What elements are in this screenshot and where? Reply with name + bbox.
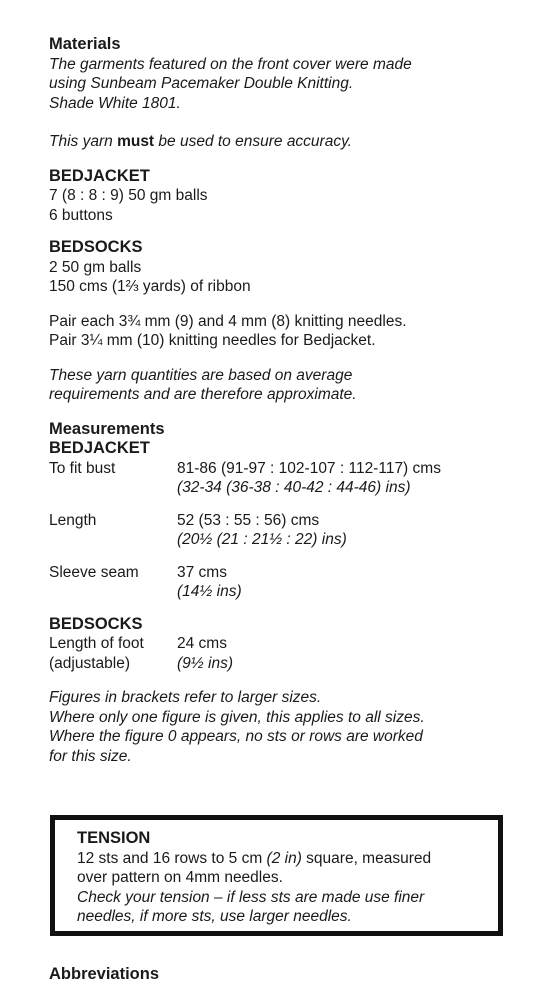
tension-line: 12 sts and 16 rows to 5 cm (2 in) square, measured [77,849,432,867]
measurements-bedjacket-heading: BEDJACKET [49,439,150,457]
tension-check-line: needles, if more sts, use larger needles. [77,908,352,925]
measurements-section [49,420,519,674]
measurement-inches: (32-34 (36-38 : 40-42 : 44-46) ins) [177,479,411,496]
bedjacket-heading: BEDJACKET [49,166,150,185]
figures-note: Figures in brackets refer to larger sizes. Where only one figure is given, this applies to all sizes. Where the figure 0 appears, no sts or rows are worked for this size. [49,689,425,765]
bedjacket-line: 7 (8 : 8 : 9) 50 gm balls [49,187,208,204]
measurement-row-adjustable [49,654,519,674]
quantity-note: These yarn quantities are based on average requirements and are therefore approximate. [49,366,357,403]
measurement-label: Sleeve seam [49,563,139,581]
measurement-cm: 37 cms [177,563,227,581]
tension-heading: TENSION [77,829,151,847]
measurement-row-bust [49,459,519,498]
measurements-heading: Measurements [49,419,165,438]
measurement-label: To fit bust [49,459,116,477]
measurements-bedsocks-heading: BEDSOCKS [49,614,143,633]
tension-line: over pattern on 4mm needles. [77,869,283,886]
materials-section [49,35,519,152]
needles-line: Pair 3¼ mm (10) knitting needles for Bedjacket. [49,332,376,349]
bedsocks-materials [49,238,519,297]
abbreviations-heading: Abbreviations [49,965,160,983]
measurement-cm: 24 cms [177,635,227,652]
bedsocks-line: 2 50 gm balls [49,258,142,276]
bedsocks-line: 150 cms (1⅔ yards) of ribbon [49,278,251,295]
measurement-inches: (20½ (21 : 21½ : 22) ins) [177,531,347,548]
measurement-inches: (9½ ins) [177,654,233,672]
bedjacket-materials [49,167,519,226]
materials-line: using Sunbeam Pacemaker Double Knitting. [49,75,354,92]
measurement-row-foot [49,634,519,654]
materials-line: The garments featured on the front cover were made [49,55,412,73]
measurement-cm: 52 (53 : 55 : 56) cms [177,511,320,529]
materials-line: Shade White 1801. [49,94,181,112]
measurement-inches: (14½ ins) [177,583,242,600]
materials-heading: Materials [49,35,121,53]
measurement-row-sleeve [49,563,519,602]
bedjacket-line: 6 buttons [49,206,113,224]
measurement-cm: 81-86 (91-97 : 102-107 : 112-117) cms [177,459,441,477]
tension-box [50,815,503,936]
measurement-label: Length of foot [49,635,144,652]
measurement-row-length [49,511,519,550]
measurement-label: (adjustable) [49,654,130,672]
needles-section [49,312,519,351]
measurement-label: Length [49,511,97,529]
bedsocks-heading: BEDSOCKS [49,238,143,256]
yarn-must-note: This yarn must be used to ensure accuracy. [49,133,352,150]
pattern-page [49,35,519,766]
tension-check-line: Check your tension – if less sts are made use finer [77,888,425,906]
needles-line: Pair each 3¾ mm (9) and 4 mm (8) knitting needles. [49,312,407,330]
must-emphasis: must [117,133,155,150]
